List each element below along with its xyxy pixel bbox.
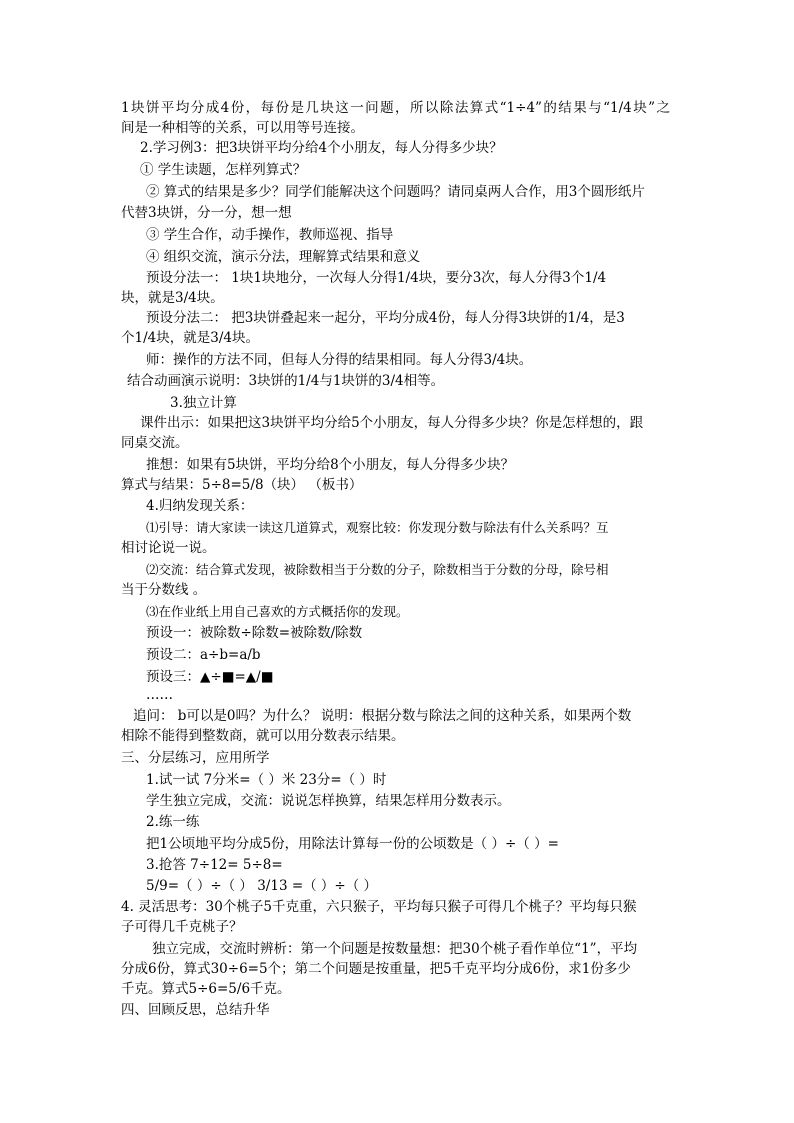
paragraph-line: 相讨论说一说。	[121, 540, 216, 556]
list-item: 预设二：a÷b=a/b	[146, 647, 261, 663]
exercise-line: 把1公顷地平均分成5份，用除法计算每一份的公顷数是（ ）÷（ ）=	[146, 836, 559, 852]
list-item: ① 学生读题，怎样列算式？	[140, 162, 307, 178]
section-heading: 2.学习例3：把3块饼平均分给4个小朋友，每人分得多少块？	[140, 140, 503, 156]
paragraph-line: 分成6份，算式30÷6=5个；第二个问题是按重量，把5千克平均分成6份，求1份多少	[121, 961, 631, 977]
paragraph-line: 代替3块饼，分一分，想一想	[121, 205, 292, 221]
paragraph-line: 师：操作的方法不同，但每人分得的结果相同。每人分得3/4块。	[146, 352, 533, 368]
list-item: 预设一：被除数÷除数=被除数/除数	[146, 625, 363, 641]
list-item: ② 算式的结果是多少？同学们能解决这个问题吗？请同桌两人合作，用3个圆形纸片	[146, 184, 645, 200]
paragraph-line: 算式与结果：5÷8=5/8（块） （板书）	[121, 477, 363, 493]
paragraph-line: 课件出示：如果把这3块饼平均分给5个小朋友，每人分得多少块？你是怎样想的，跟	[140, 415, 644, 431]
section-heading: 3.独立计算	[170, 395, 237, 411]
exercise-line: 1.试一试 7分米=（ ）米 23分=（ ）时	[146, 772, 387, 788]
paragraph-line: 学生独立完成，交流：说说怎样换算，结果怎样用分数表示。	[146, 793, 511, 809]
paragraph-line: 推想：如果有5块饼，平均分给8个小朋友，每人分得多少块？	[146, 457, 515, 473]
paragraph-line: 预设分法一： 1块1块地分，一次每人分得1/4块，要分3次，每人分得3个1/4	[146, 270, 607, 286]
exercise-line: 4. 灵活思考：30个桃子5千克重，六只猴子，平均每只猴子可得几个桃子？平均每只猴	[121, 899, 637, 915]
ellipsis: ……	[146, 687, 173, 703]
paragraph-line: 子可得几千克桃子？	[121, 919, 243, 935]
paragraph-line: 个1/4块，就是3/4块。	[121, 330, 259, 346]
paragraph-line: 块，就是3/4块。	[121, 290, 224, 306]
paragraph-line: ⑶在作业纸上用自己喜欢的方式概括你的发现。	[146, 604, 409, 619]
section-heading: 四、回顾反思，总结升华	[121, 1002, 270, 1018]
paragraph-line: 1块饼平均分成4份，每份是几块这一问题，所以除法算式“1÷4”的结果与“1/4块”之	[121, 100, 670, 116]
paragraph-line: ⑴引导：请大家读一读这几道算式，观察比较：你发现分数与除法有什么关系吗？互	[146, 520, 609, 535]
section-heading: 4.归纳发现关系：	[146, 498, 254, 514]
paragraph-line: ⑵交流：结合算式发现，被除数相当于分数的分子，除数相当于分数的分母，除号相	[146, 562, 609, 577]
paragraph-line: 结合动画演示说明：3块饼的1/4与1块饼的3/4相等。	[127, 373, 445, 389]
paragraph-line: 独立完成，交流时辨析：第一个问题是按数量想：把30个桃子看作单位“1”，平均	[152, 941, 638, 957]
exercise-line: 3.抢答 7÷12= 5÷8=	[146, 857, 283, 873]
list-item: 预设三：▲÷■=▲/■	[146, 669, 274, 685]
paragraph-line: 相除不能得到整数商，就可以用分数表示结果。	[121, 728, 405, 744]
list-item: ④ 组织交流，演示分法，理解算式结果和意义	[146, 249, 421, 265]
list-item: ③ 学生合作，动手操作，教师巡视、指导	[146, 227, 394, 243]
paragraph-line: 间是一种相等的关系，可以用等号连接。	[121, 120, 364, 136]
paragraph-line: 千克。算式5÷6=5/6千克。	[121, 981, 291, 997]
section-heading: 2.练一练	[146, 814, 200, 830]
section-heading: 三、分层练习，应用所学	[121, 750, 270, 766]
paragraph-line: 追问： b可以是0吗？为什么？ 说明：根据分数与除法之间的这种关系，如果两个数	[133, 708, 632, 724]
paragraph-line: 当于分数线 。	[121, 582, 207, 598]
paragraph-line: 同桌交流。	[121, 435, 189, 451]
paragraph-line: 预设分法二： 把3块饼叠起来一起分，平均分成4份，每人分得3块饼的1/4，是3	[146, 310, 625, 326]
exercise-line: 5/9=（ ）÷（ ） 3/13 =（ ）÷（ ）	[146, 878, 378, 894]
